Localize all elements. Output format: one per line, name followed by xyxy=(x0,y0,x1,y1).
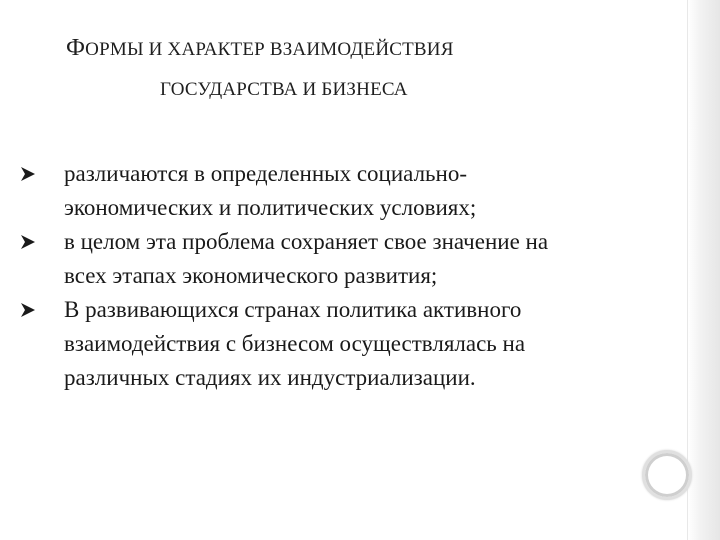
circle-ornament-icon xyxy=(642,450,692,500)
bullet-line: всех этапах экономического развития; xyxy=(64,263,438,288)
frame-edge xyxy=(688,0,720,540)
title-line-2: ГОСУДАРСТВА И БИЗНЕСА xyxy=(160,79,408,100)
bullet-item xyxy=(20,293,640,395)
bullet-item xyxy=(20,225,640,293)
bullet-line: в целом эта проблема сохраняет свое значение на xyxy=(64,229,549,254)
bullet-line: экономических и политических условиях; xyxy=(64,195,477,220)
bullet-item xyxy=(20,157,640,225)
title-line-1 xyxy=(66,34,646,64)
bullet-line: различных стадиях их индустриализации. xyxy=(64,365,476,390)
arrowhead-bullet-icon xyxy=(20,234,36,250)
arrowhead-bullet-icon xyxy=(20,166,36,182)
bullet-list xyxy=(20,157,640,395)
arrowhead-bullet-icon xyxy=(20,302,36,318)
bullet-line: различаются в определенных социально- xyxy=(64,161,468,186)
slide-title xyxy=(66,34,646,104)
bullet-line: взаимодействия с бизнесом осуществлялась на xyxy=(64,331,526,356)
bullet-line: В развивающихся странах политика активного xyxy=(64,297,522,322)
title-line-1-text: ОРМЫ И ХАРАКТЕР ВЗАИМОДЕЙСТВИЯ xyxy=(85,39,454,60)
title-initial: Ф xyxy=(66,35,86,61)
